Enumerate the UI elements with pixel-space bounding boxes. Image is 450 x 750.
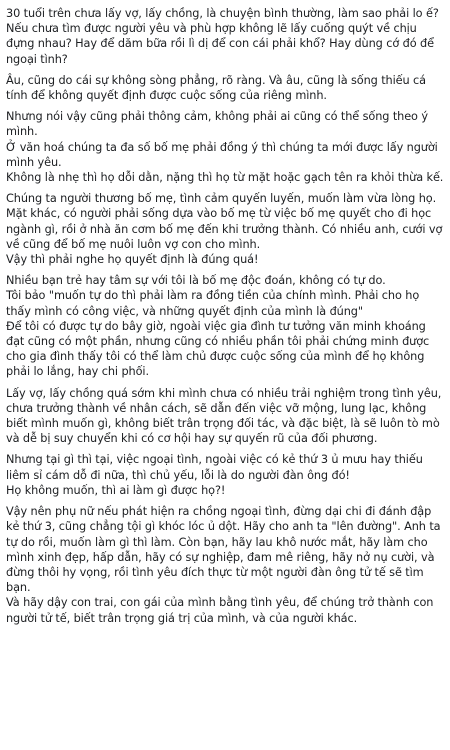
post-paragraph: Nhưng nói vậy cũng phải thông cảm, không phải ai cũng có thể sống theo ý mình. Ở văn hoá chúng ta đa số bố mẹ phải đồng ý thì chúng ta mới được lấy người mình yêu.: [6, 110, 438, 169]
post-paragraph: Nhưng tại gì thì tại, việc ngoại tình, ngoài việc có kẻ thứ 3 ủ mưu hay thiếu liêm sỉ cám dỗ đi nữa, thì chủ yếu, lỗi là do người đàn ông đó! Họ không muốn, thì ai làm gì được họ?!: [6, 453, 423, 497]
post-paragraph: Vậy nên phụ nữ nếu phát hiện ra chồng ngoại tình, đừng dại chi đi đánh đập kẻ thứ 3, cũng chẳng tội gì khóc lóc ủ dột. Hãy cho anh ta "lên đường". Anh ta tự do rồi, muốn làm gì thì làm. Còn bạn, hãy lau khô nước mắt, hãy làm cho mình xinh đẹp, hấp dẫn, hãy có sự nghiệp, đam mê riêng, hãy nở nụ cười, và đừng thôi hy vọng, rồi tình yêu đích thực từ một người đàn ông tử tế sẽ tìm bạn. Và hãy dậy con trai, con gái của mình bằng tình yêu, để chúng trở thành con người tử tế, biết trân trọng giá trị của mình, và của người khác.: [6, 505, 441, 625]
post-paragraph: Không là nhẹ thì họ dỗi dằn, nặng thì họ từ mặt hoặc gạch tên ra khỏi thừa kế.: [6, 171, 444, 185]
post-paragraph: 30 tuổi trên chưa lấy vợ, lấy chồng, là chuyện bình thường, làm sao phải lo ế? Nếu chưa tìm được người yêu và phù hợp không lẽ lấy cuống quýt về chịu đựng nhau? Hay để dăm bữa rồi lì dị để con cái phải khổ? Hay dùng cớ đó để ngoại tình?: [6, 7, 439, 66]
post-body: [6, 6, 446, 626]
post-paragraph: Nhiều bạn trẻ hay tâm sự với tôi là bố mẹ độc đoán, không có tự do. Tôi bảo "muốn tự do thì phải làm ra đồng tiền của chính mình. Phải cho họ thấy mình có công việc, và những quyết định của mình là đúng" Để tôi có được tự do bây giờ, ngoài việc gia đình tư tưởng văn minh khoáng đạt cũng có một phần, nhưng cũng có nhiều phần tôi phải chứng minh được cho gia đình thấy tôi có thể làm chủ được cuộc sống của mình để họ không phải lo lắng, hay chi phối.: [6, 274, 430, 379]
post-paragraph: Lấy vợ, lấy chồng quá sớm khi mình chưa có nhiều trải nghiệm trong tình yêu, chưa trưởng thành về nhân cách, sẽ dẫn đến việc vỡ mộng, lung lạc, không biết mình muốn gì, không biết trân trọng đối tác, và đặc biệt, là sẽ luôn tò mò và dễ bị suy chuyển khi có cơ hội hay sự quyến rũ của đối phương.: [6, 386, 442, 446]
post-paragraph: Âu, cũng do cái sự không sòng phẳng, rõ ràng. Và âu, cũng là sống thiếu cá tính để không quyết định được cuộc sống của riêng mình.: [6, 73, 426, 103]
post-paragraph: Chúng ta người thương bố mẹ, tình cảm quyến luyến, muốn làm vừa lòng họ. Mặt khác, có người phải sống dựa vào bố mẹ từ việc bố mẹ quyết cho đi học ngành gì, rồi ở nhà ăn cơm bố mẹ đến khi trưởng thành. Có nhiều anh, cưới vợ về cũng để bố mẹ nuôi luôn vợ con cho mình. Vậy thì phải nghe họ quyết định là đúng quá!: [6, 192, 443, 267]
